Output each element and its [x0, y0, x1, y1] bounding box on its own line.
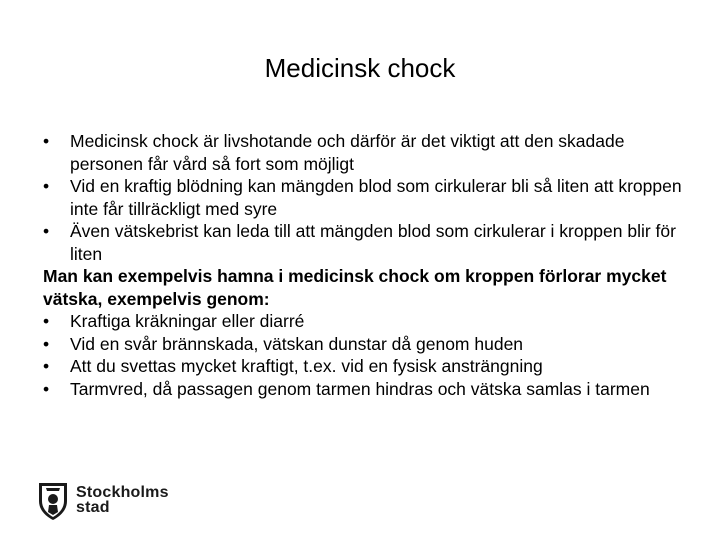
list-item [43, 355, 683, 378]
bullet-text: Vid en kraftig blödning kan mängden blod som cirkulerar bli så liten att kroppen inte får tillräckligt med syre [70, 176, 682, 219]
bullet-glyph: • [43, 131, 50, 151]
bullet-glyph: • [43, 356, 50, 376]
logo-wordmark [76, 485, 169, 515]
list-item [43, 333, 683, 356]
list-item [43, 310, 683, 333]
bullet-glyph: • [43, 176, 50, 196]
bullet-text: Tarmvred, då passagen genom tarmen hindras och vätska samlas i tarmen [70, 378, 650, 399]
list-item [43, 378, 683, 401]
logo-line-2: stad [76, 499, 110, 516]
logo-line-1: Stockholms [76, 484, 169, 501]
bullet-glyph: • [43, 333, 50, 354]
list-item [43, 175, 683, 220]
stockholms-stad-logo [37, 478, 169, 522]
slide-body [43, 130, 683, 400]
bullet-text: Även vätskebrist kan leda till att mängden blod som cirkulerar i kroppen blir för liten [70, 221, 676, 264]
bullet-text: Kraftiga kräkningar eller diarré [70, 311, 305, 331]
slide-title: Medicinsk chock [264, 53, 456, 83]
bullet-text: Medicinsk chock är livshotande och därför är det viktigt att den skadade personen får vård så fort som möjligt [70, 131, 625, 174]
bullet-glyph: • [43, 378, 50, 399]
intro-paragraph: Man kan exempelvis hamna i medicinsk chock om kroppen förlorar mycket vätska, exempelvis genom: [43, 266, 667, 309]
list-item [43, 220, 683, 265]
bullet-text: Vid en svår brännskada, vätskan dunstar då genom huden [70, 333, 524, 354]
bullet-glyph: • [43, 311, 50, 331]
bullet-text: Att du svettas mycket kraftigt, t.ex. vid en fysisk ansträngning [70, 356, 543, 376]
list-item [43, 130, 683, 175]
bullet-glyph: • [43, 221, 50, 241]
stockholm-crest-icon [37, 479, 69, 521]
